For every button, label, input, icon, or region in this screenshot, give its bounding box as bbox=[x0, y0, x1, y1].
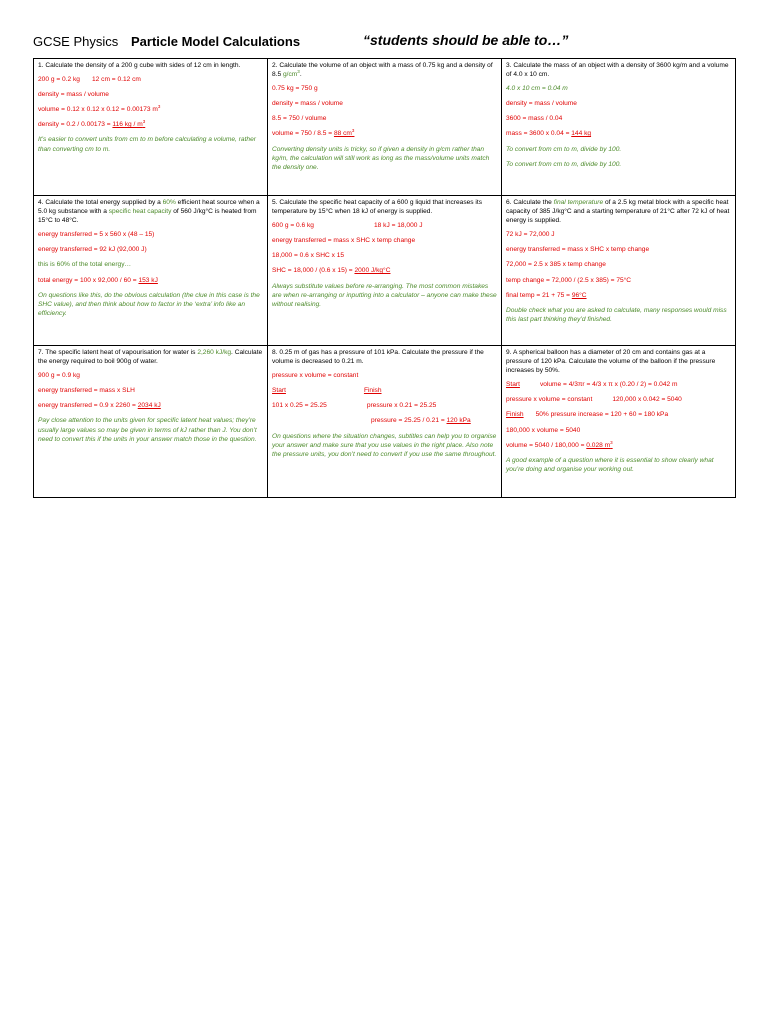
working-line: energy transferred = mass x SLH bbox=[38, 387, 135, 395]
working-line: 3600 = mass / 0.04 bbox=[506, 115, 563, 123]
question-cell-4 bbox=[34, 196, 268, 346]
working-line: energy transferred = mass x SHC x temp change bbox=[506, 246, 650, 254]
questions-grid bbox=[33, 58, 736, 498]
working-line: 18,000 = 0.6 x SHC x 15 bbox=[272, 252, 345, 260]
question-text: 9. A spherical balloon has a diameter of 20 cm and contains gas at a pressure of 120 kPa. Calculate the volume of the balloon if the pressure increases by 50%. bbox=[506, 349, 716, 375]
answer-line: SHC = 18,000 / (0.6 x 15) = 2000 J/kg°C bbox=[272, 267, 391, 275]
working-line: 72,000 = 2.5 x 385 x temp change bbox=[506, 261, 606, 269]
working-line: volume = 0.12 x 0.12 x 0.12 = 0.00173 $m^3$ bbox=[38, 104, 161, 114]
teacher-note: Always substitute values before re-arranging. The most common mistakes are when re-arranging or inputting into a calculator – anyone can make these without realising. bbox=[272, 282, 497, 308]
working-line: 0.75 kg = 750 g bbox=[272, 85, 318, 93]
answer-line: pressure = 25.25 / 0.21 = 120 kPa bbox=[371, 417, 471, 425]
working-line: energy transferred = mass x SHC x temp change bbox=[272, 237, 416, 245]
working-line: 180,000 x volume = 5040 bbox=[506, 426, 581, 434]
teacher-note: Pay close attention to the units given for specific latent heat values; they’re usually large values so may be given in terms of kJ rather than J. You don’t need to convert this if the units in your answer match those in the question. bbox=[38, 417, 257, 443]
working-line: 4.0 x 10 cm = 0.04 m bbox=[506, 85, 568, 93]
working-line: density = mass / volume bbox=[272, 100, 343, 108]
working-line: this is 60% of the total energy… bbox=[38, 261, 132, 269]
teacher-note: On questions where the situation changes, subtitles can help you to organise your answer and make sure that you use values in the right place. Also note the pressure units, you don’t need to convert if you use the same throughout. bbox=[272, 432, 497, 458]
question-cell-8 bbox=[268, 346, 502, 498]
working-line: energy transferred = 92 kJ (92,000 J) bbox=[38, 246, 147, 254]
question-text: 6. Calculate the final temperature of a 2.5 kg metal block with a specific heat capacity of 385 J/kg°C and a starting temperature of 21°C after 72 kJ of heat energy is supplied. bbox=[506, 199, 730, 225]
working-line: energy transferred = 5 x 560 x (48 – 15) bbox=[38, 231, 155, 239]
working-line: pressure x volume = constant bbox=[272, 372, 359, 380]
question-text: 2. Calculate the volume of an object with a mass of 0.75 kg and a density of 8.5 $g/cm^3$. bbox=[272, 62, 493, 79]
working-line: density = mass / volume bbox=[506, 100, 577, 108]
question-text: 5. Calculate the specific heat capacity of a 600 g liquid that increases its temperature by 15°C when 18 kJ of energy is supplied. bbox=[272, 199, 483, 216]
working-line: 900 g = 0.9 kg bbox=[38, 372, 80, 380]
question-cell-7 bbox=[34, 346, 268, 498]
answer-line: total energy = 100 x 92,000 / 60 = 153 kJ bbox=[38, 276, 158, 284]
question-text: 4. Calculate the total energy supplied by a 60% efficient heat source when a 5.0 kg substance with a specific heat capacity of 560 J/kg°C is heated from 15°C to 48°C. bbox=[38, 199, 260, 225]
question-text: 7. The specific latent heat of vapourisation for water is 2,260 kJ/kg. Calculate the energy required to boil 900g of water. bbox=[38, 349, 263, 366]
grid-row bbox=[34, 346, 736, 498]
page-tagline: “students should be able to…” bbox=[363, 32, 569, 48]
question-cell-6 bbox=[502, 196, 736, 346]
grid-row bbox=[34, 59, 736, 196]
working-line: Start volume = 4/3πr = 4/3 x π x (0.20 / 2) = 0.042 m bbox=[506, 381, 678, 389]
answer-line: energy transferred = 0.9 x 2260 = 2034 kJ bbox=[38, 402, 161, 410]
question-cell-9 bbox=[502, 346, 736, 498]
working-line: density = mass / volume bbox=[38, 91, 109, 99]
question-text: 8. 0.25 m of gas has a pressure of 101 kPa. Calculate the pressure if the volume is decreased to 0.21 m. bbox=[272, 349, 484, 366]
teacher-note: Converting density units is tricky, so if given a density in g/cm rather than kg/m, the calculation will still work as long as the mass/volume units match the density one. bbox=[272, 145, 490, 171]
answer-line: volume = 750 / 8.5 = 88 $cm^3$ bbox=[272, 128, 355, 138]
teacher-note: To convert from cm to m, divide by 100. bbox=[506, 145, 622, 153]
question-cell-1 bbox=[34, 59, 268, 196]
teacher-note: It’s easier to convert units from cm to m before calculating a volume, rather than converting cm to m. bbox=[38, 136, 256, 153]
teacher-note: Double check what you are asked to calculate, many responses would miss this last part thinking they’d finished. bbox=[506, 306, 727, 323]
subtitle-line: Start Finish bbox=[272, 387, 382, 395]
working-line: 600 g = 0.6 kg 18 kJ = 18,000 J bbox=[272, 222, 423, 230]
teacher-note: A good example of a question where it is essential to show clearly what you’re doing and organise your working out. bbox=[506, 456, 714, 473]
subject-label: GCSE Physics bbox=[33, 34, 119, 49]
question-text: 3. Calculate the mass of an object with a density of 3600 kg/m and a volume of 4.0 x 10 cm. bbox=[506, 62, 729, 79]
teacher-note: On questions like this, do the obvious calculation (the clue in this case is the SHC value), and then think about how to factor in the ‘extra’ info like an efficiency. bbox=[38, 291, 260, 317]
answer-line: density = 0.2 / 0.00173 = 116 kg / $m^3$ bbox=[38, 119, 146, 129]
question-cell-2 bbox=[268, 59, 502, 196]
teacher-note: To convert from cm to m, divide by 100. bbox=[506, 160, 622, 168]
working-line: 72 kJ = 72,000 J bbox=[506, 231, 555, 239]
answer-line: mass = 3600 x 0.04 = 144 kg bbox=[506, 130, 592, 138]
working-line: 8.5 = 750 / volume bbox=[272, 115, 327, 123]
answer-line: final temp = 21 + 75 = 96°C bbox=[506, 291, 587, 299]
question-cell-5 bbox=[268, 196, 502, 346]
working-line: pressure x volume = constant 120,000 x 0.042 = 5040 bbox=[506, 396, 682, 404]
question-text: 1. Calculate the density of a 200 g cube with sides of 12 cm in length. bbox=[38, 62, 241, 69]
working-line: 200 g = 0.2 kg 12 cm = 0.12 cm bbox=[38, 76, 141, 84]
grid-row bbox=[34, 196, 736, 346]
working-line: temp change = 72,000 / (2.5 x 385) = 75°C bbox=[506, 276, 632, 284]
page-title: Particle Model Calculations bbox=[131, 34, 301, 49]
answer-line: volume = 5040 / 180,000 = 0.028 $m^3$ bbox=[506, 439, 613, 449]
question-cell-3 bbox=[502, 59, 736, 196]
page-header bbox=[33, 32, 735, 54]
working-line: Finish 50% pressure increase = 120 + 60 = 180 kPa bbox=[506, 411, 669, 419]
working-line: 101 x 0.25 = 25.25 pressure x 0.21 = 25.25 bbox=[272, 402, 437, 410]
